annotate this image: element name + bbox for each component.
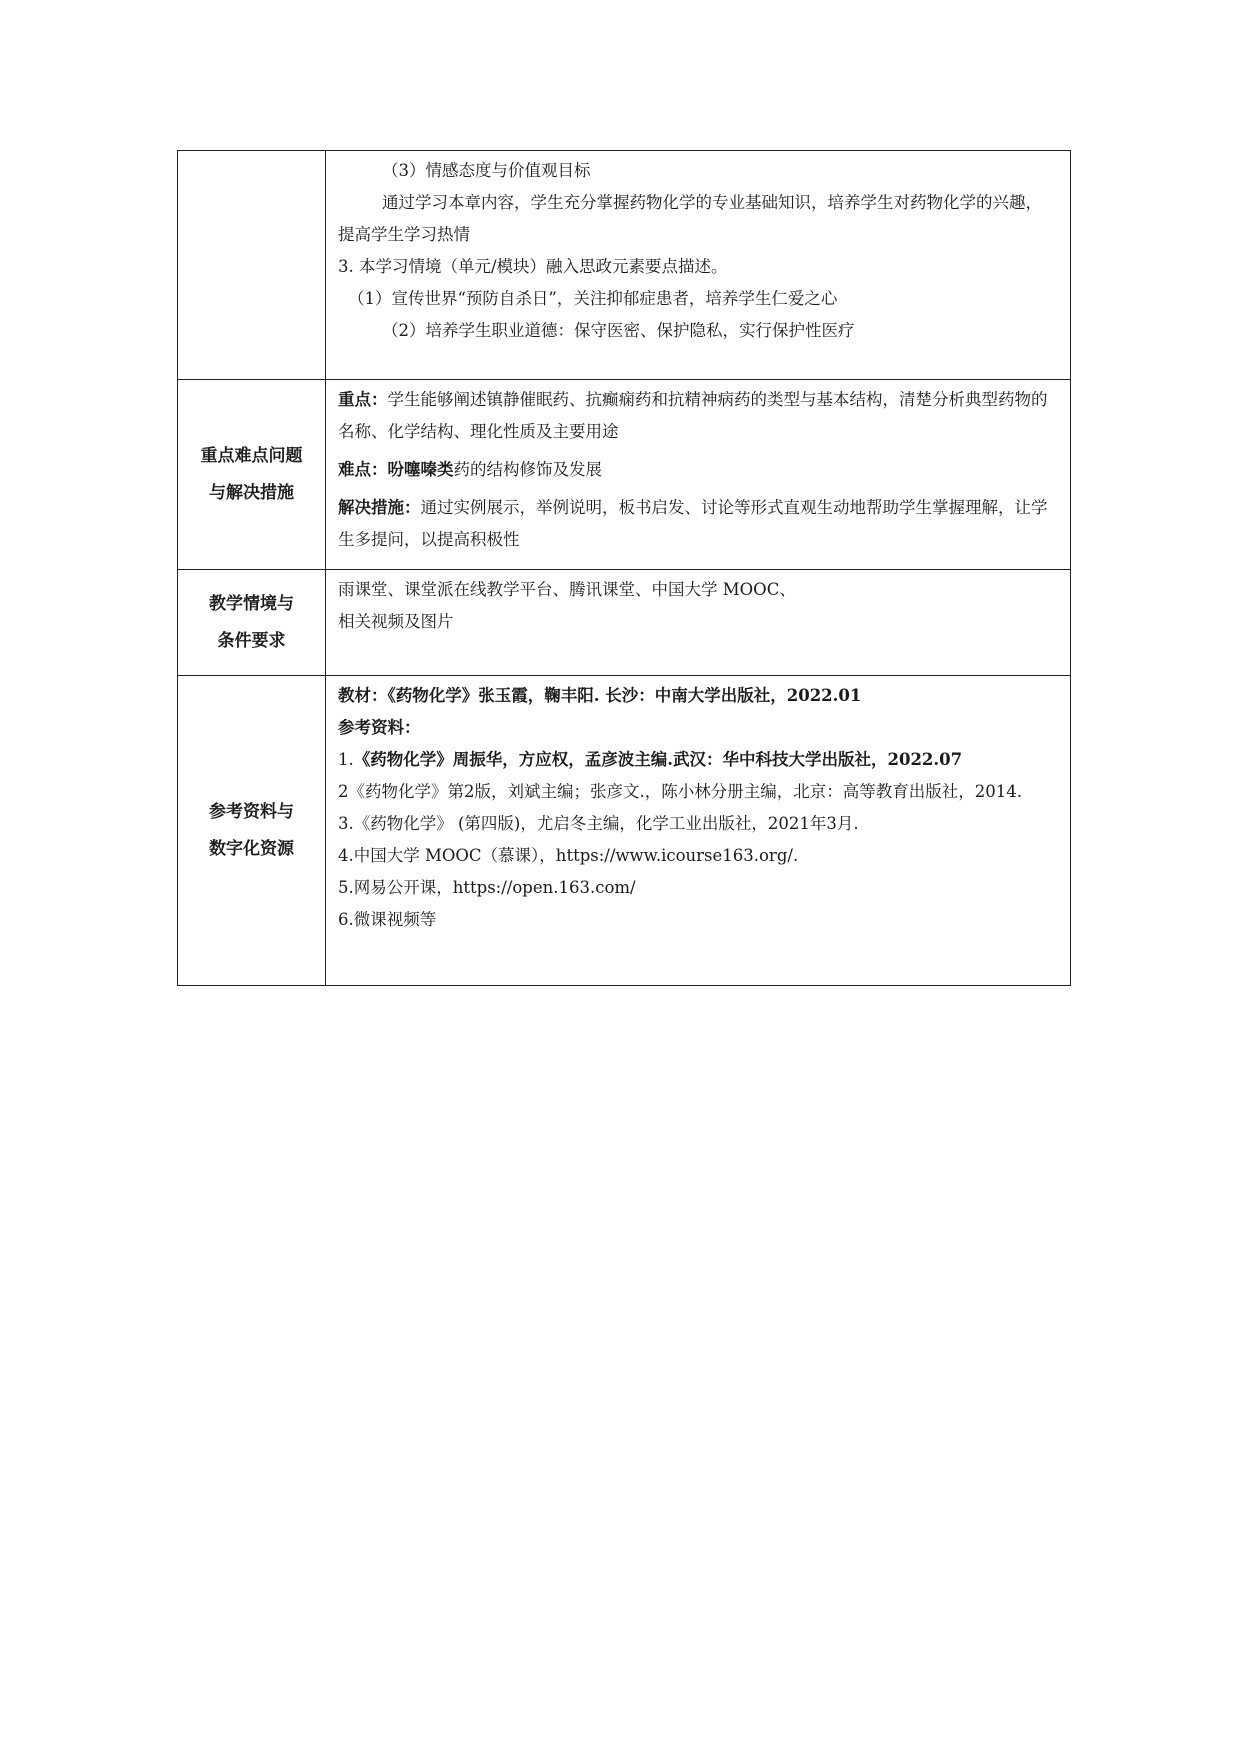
ideology-heading: 3. 本学习情境（单元/模块）融入思政元素要点描述。 [338, 257, 728, 276]
ideology-point-1: （1）宣传世界“预防自杀日”，关注抑郁症患者，培养学生仁爱之心 [348, 289, 838, 308]
solution-label: 解决措施： [338, 498, 421, 517]
table-row [178, 151, 1071, 380]
row-label-line: 重点难点问题 [200, 445, 303, 466]
reference-number: 1. [338, 750, 354, 769]
key-points-label: 重点： [338, 390, 388, 409]
row-label-empty [178, 151, 326, 380]
reference-item [338, 744, 1056, 776]
row-label-teaching-context [178, 570, 326, 676]
difficulty-text: 药的结构修饰及发展 [453, 460, 602, 479]
platforms-line: 雨课堂、课堂派在线教学平台、腾讯课堂、中国大学 MOOC、 [338, 580, 796, 599]
reference-item: 2《药物化学》第2版，刘斌主编；张彦文.，陈小林分册主编，北京：高等教育出版社，2014. [338, 782, 1022, 801]
key-difficulties-cell [326, 380, 1071, 570]
row-label-references [178, 676, 326, 986]
solution-text: 通过实例展示，举例说明，板书启发、讨论等形式直观生动地帮助学生掌握理解，让学生多提问，以提高积极性 [338, 498, 1048, 549]
reference-item: 4.中国大学 MOOC（慕课），https://www.icourse163.org/. [338, 846, 799, 865]
reference-text: 《药物化学》周振华，方应权，孟彦波主编.武汉：华中科技大学出版社，2022.07 [353, 750, 963, 769]
affective-goal-heading: （3）情感态度与价值观目标 [382, 161, 591, 180]
teaching-context-cell [326, 570, 1071, 676]
reference-item: 5.网易公开课，https://open.163.com/ [338, 878, 636, 897]
solution-paragraph [338, 492, 1056, 556]
row-label-line: 教学情境与 [209, 593, 294, 614]
objectives-cell [326, 151, 1071, 380]
reference-item: 3.《药物化学》 (第四版)，尤启冬主编，化学工业出版社，2021年3月. [338, 814, 859, 833]
references-heading: 参考资料： [338, 718, 421, 737]
media-line: 相关视频及图片 [338, 612, 454, 631]
row-label-line: 与解决措施 [209, 482, 294, 503]
table-row [178, 676, 1071, 986]
table-row [178, 380, 1071, 570]
textbook-line: 教材：《药物化学》张玉霞，鞠丰阳. 长沙：中南大学出版社，2022.01 [338, 686, 862, 705]
lesson-plan-table [177, 150, 1071, 986]
table-row [178, 570, 1071, 676]
difficulty-bold-term: 吩噻嗪类 [387, 460, 454, 479]
ideology-point-2: （2）培养学生职业道德：保守医密、保护隐私，实行保护性医疗 [382, 321, 855, 340]
row-label-line: 数字化资源 [209, 838, 294, 859]
key-points-text: 学生能够阐述镇静催眠药、抗癫痫药和抗精神病药的类型与基本结构，清楚分析典型药物的名称、化学结构、理化性质及主要用途 [338, 390, 1048, 441]
row-label-line: 参考资料与 [209, 801, 294, 822]
difficulty-paragraph [338, 454, 1056, 486]
reference-item: 6.微课视频等 [338, 910, 437, 929]
affective-goal-text: 通过学习本章内容，学生充分掌握药物化学的专业基础知识，培养学生对药物化学的兴趣，提高学生学习热情 [338, 193, 1042, 244]
references-cell [326, 676, 1071, 986]
difficulty-label: 难点： [338, 460, 388, 479]
row-label-line: 条件要求 [217, 630, 286, 651]
key-points-paragraph [338, 384, 1056, 448]
row-label-key-difficulties [178, 380, 326, 570]
